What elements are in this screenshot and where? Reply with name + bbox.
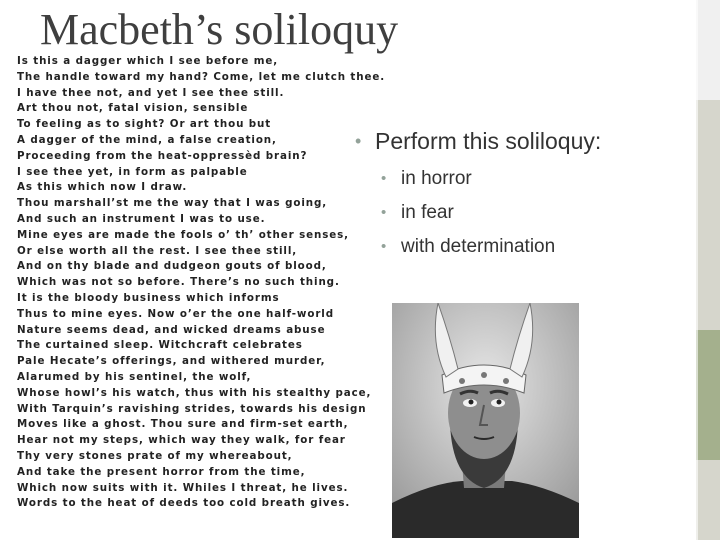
soliloquy-line: Art thou not, fatal vision, sensible — [17, 102, 249, 115]
soliloquy-line: Nature seems dead, and wicked dreams abuse — [17, 323, 326, 336]
bullet-dot-icon: • — [381, 238, 387, 255]
task-item-label: with determination — [401, 236, 556, 257]
bullet-dot-icon: • — [381, 204, 387, 221]
soliloquy-line: Words to the heat of deeds too cold breath gives. — [17, 497, 351, 510]
soliloquy-line: The curtained sleep. Witchcraft celebrates — [17, 339, 303, 352]
task-item — [355, 196, 615, 230]
task-heading: Perform this soliloquy: — [375, 128, 602, 154]
task-item — [355, 162, 615, 196]
soliloquy-line: Thus to mine eyes. Now o’er the one half-world — [17, 307, 335, 320]
side-divider — [696, 0, 698, 540]
task-list — [355, 126, 615, 264]
bullet-dot-icon: • — [355, 131, 362, 151]
side-decoration-block — [696, 330, 720, 460]
soliloquy-line: It is the bloody business which informs — [17, 291, 280, 304]
soliloquy-line: A dagger of the mind, a false creation, — [17, 133, 277, 146]
macbeth-actor-photo — [392, 303, 579, 538]
side-decoration-block — [696, 100, 720, 330]
soliloquy-line: The handle toward my hand? Come, let me clutch thee. — [17, 70, 386, 83]
soliloquy-line: Whose howl’s his watch, thus with his stealthy pace, — [17, 386, 372, 399]
soliloquy-line: With Tarquin’s ravishing strides, towards his design — [17, 402, 367, 415]
soliloquy-line: And take the present horror from the time, — [17, 465, 306, 478]
actor-portrait-image — [392, 303, 579, 538]
soliloquy-line: Thy very stones prate of my whereabout, — [17, 449, 293, 462]
side-decoration-block — [696, 460, 720, 540]
soliloquy-line: To feeling as to sight? Or art thou but — [17, 118, 272, 131]
bullet-dot-icon: • — [381, 170, 387, 187]
soliloquy-line: I have thee not, and yet I see thee still. — [17, 86, 285, 99]
task-item-label: in horror — [401, 168, 472, 189]
task-item — [355, 230, 615, 264]
soliloquy-line: Moves like a ghost. Thou sure and firm-set earth, — [17, 418, 349, 431]
soliloquy-line: Mine eyes are made the fools o’ th’ other senses, — [17, 228, 349, 241]
soliloquy-line: As this which now I draw. — [17, 181, 188, 194]
slide-title: Macbeth’s soliloquy — [40, 5, 399, 54]
soliloquy-line: I see thee yet, in form as palpable — [17, 165, 248, 178]
task-item-label: in fear — [401, 202, 454, 223]
soliloquy-line: Proceeding from the heat-oppressèd brain? — [17, 149, 308, 162]
soliloquy-line: And on thy blade and dudgeon gouts of blood, — [17, 260, 327, 273]
soliloquy-line: Thou marshall’st me the way that I was going, — [17, 197, 328, 210]
soliloquy-line: Is this a dagger which I see before me, — [17, 55, 279, 67]
soliloquy-line: Alarumed by his sentinel, the wolf, — [17, 370, 252, 383]
soliloquy-line: Or else worth all the rest. I see thee still, — [17, 244, 298, 257]
soliloquy-text — [17, 54, 386, 512]
soliloquy-line: Which was not so before. There’s no such thing. — [17, 276, 340, 289]
soliloquy-line: Which now suits with it. Whiles I threat, he lives. — [17, 481, 349, 494]
soliloquy-line: And such an instrument I was to use. — [17, 212, 266, 225]
soliloquy-line: Hear not my steps, which way they walk, for fear — [17, 434, 346, 447]
task-heading-bullet — [355, 126, 615, 156]
soliloquy-line: Pale Hecate’s offerings, and withered murder, — [17, 355, 326, 368]
